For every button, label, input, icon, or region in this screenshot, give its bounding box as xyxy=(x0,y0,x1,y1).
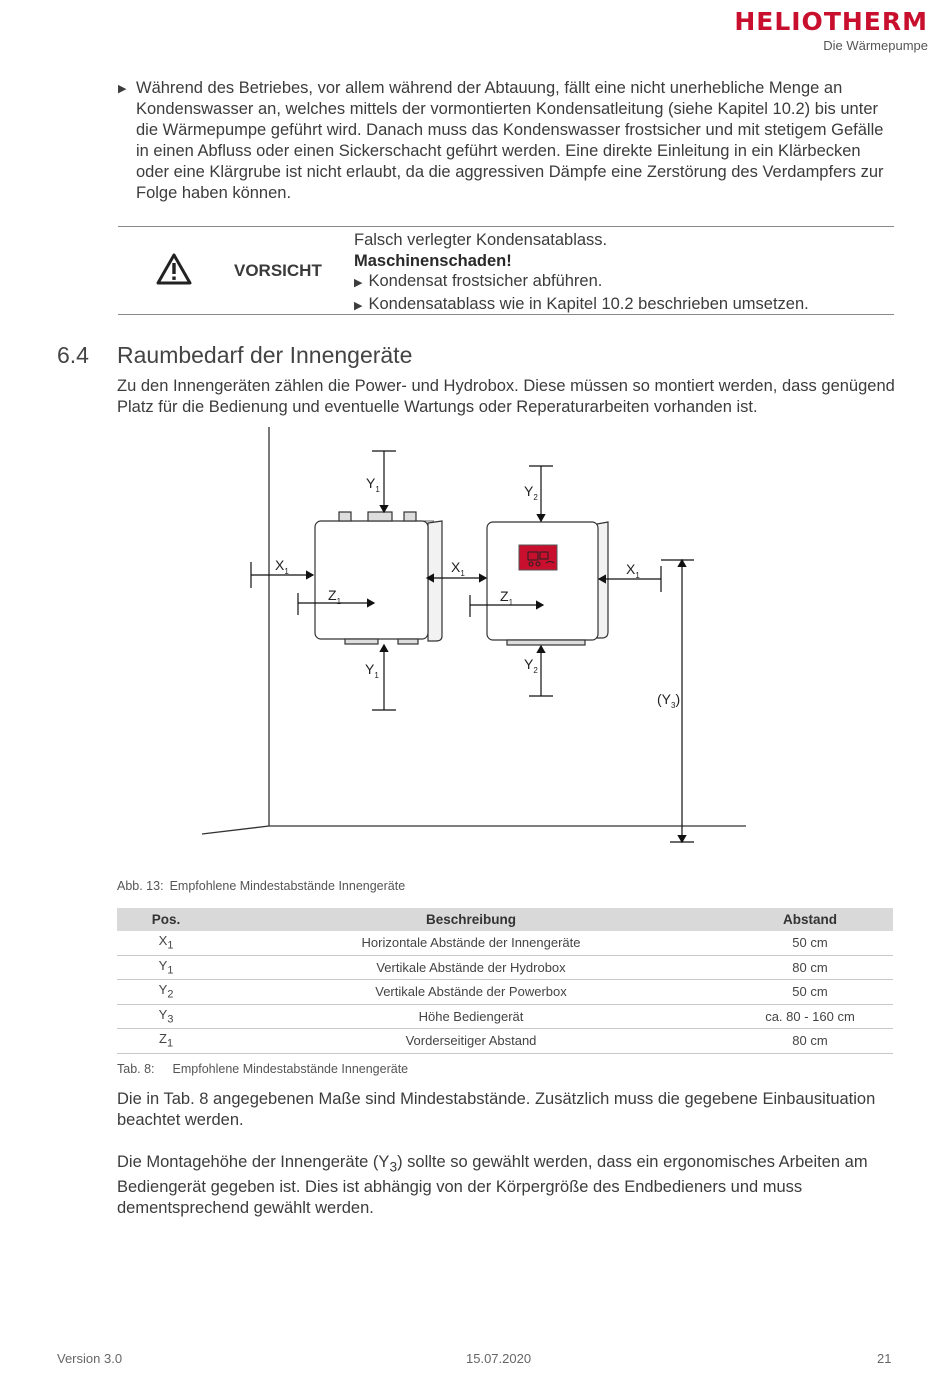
footer-page-number: 21 xyxy=(877,1351,892,1366)
label-y2-bottom: $Y_2$ xyxy=(524,656,538,675)
control-panel xyxy=(519,545,557,570)
section-intro: Zu den Innengeräten zählen die Power- und Hydrobox. Diese müssen so montiert werden, dass genügend Platz für die Bedienung und eventuelle Wartungs oder Reperaturarbeiten vorhanden ist. xyxy=(117,377,895,416)
label-z1-right: $Z_1$ xyxy=(500,588,514,607)
cell-distance: 80 cm xyxy=(727,955,893,980)
cell-pos: $Y_2$ xyxy=(117,980,215,1005)
table-row xyxy=(117,1029,893,1054)
spacing-diagram xyxy=(0,420,950,870)
hydrobox-unit xyxy=(315,512,442,644)
cell-description: Horizontale Abstände der Innengeräte xyxy=(215,931,727,955)
header-pos: Pos. xyxy=(117,908,215,931)
caution-text xyxy=(354,230,809,316)
warning-triangle-icon xyxy=(156,253,192,285)
table-row xyxy=(117,980,893,1005)
caution-label: VORSICHT xyxy=(234,261,322,280)
condensate-bullet xyxy=(118,78,898,204)
cell-pos: $Y_1$ xyxy=(117,955,215,980)
table-row xyxy=(117,955,893,980)
label-y1-top: $Y_1$ xyxy=(366,475,380,494)
footer-date: 15.07.2020 xyxy=(466,1351,532,1366)
caution-item: ▶ Kondensatablass wie in Kapitel 10.2 beschrieben umsetzen. xyxy=(354,294,809,313)
logo-tagline: Die Wärmepumpe xyxy=(823,38,928,53)
section-number: 6.4 xyxy=(57,342,89,368)
footer-version: Version 3.0 xyxy=(57,1351,123,1366)
label-y1-bottom: $Y_1$ xyxy=(365,661,379,680)
brand-logo xyxy=(734,8,928,53)
powerbox-unit xyxy=(487,522,608,645)
cell-pos: $X_1$ xyxy=(117,931,215,955)
header-description: Beschreibung xyxy=(215,908,727,931)
room-lines xyxy=(202,427,746,834)
bullet-triangle-icon: ▶ xyxy=(354,277,363,289)
section-title: Raumbedarf der Innengeräte xyxy=(117,342,413,368)
dimension-labels xyxy=(275,475,680,710)
cell-description: Höhe Bediengerät xyxy=(215,1004,727,1029)
table-caption: Tab. 8: Empfohlene Mindestabstände Innengeräte xyxy=(117,1062,409,1076)
caution-cause: Falsch verlegter Kondensatablass. xyxy=(354,231,608,249)
label-x1-mid: $X_1$ xyxy=(451,559,465,578)
figure-caption: Abb. 13: Empfohlene Mindestabstände Innengeräte xyxy=(117,879,406,893)
table-row xyxy=(117,1004,893,1029)
table-row xyxy=(117,931,893,955)
cell-description: Vertikale Abstände der Powerbox xyxy=(215,980,727,1005)
bullet-triangle-icon: ▶ xyxy=(118,83,127,95)
label-y2-top: $Y_2$ xyxy=(524,483,538,502)
cell-description: Vorderseitiger Abstand xyxy=(215,1029,727,1054)
label-z1-left: $Z_1$ xyxy=(328,587,342,606)
label-y3: $(Y_3)$ xyxy=(657,691,681,710)
cell-description: Vertikale Abstände der Hydrobox xyxy=(215,955,727,980)
caution-item: ▶ Kondensat frostsicher abführen. xyxy=(354,272,603,290)
caution-box xyxy=(118,226,894,315)
logo-wordmark: HELIOTHERM xyxy=(734,7,928,36)
table-header-row xyxy=(117,908,893,931)
bullet-triangle-icon: ▶ xyxy=(354,299,363,312)
cell-distance: ca. 80 - 160 cm xyxy=(727,1004,893,1029)
spacing-table xyxy=(117,908,893,1054)
cell-pos: $Z_1$ xyxy=(117,1029,215,1054)
label-x1-right: $X_1$ xyxy=(626,561,640,580)
cell-distance: 50 cm xyxy=(727,980,893,1005)
header-distance: Abstand xyxy=(727,908,893,931)
cell-distance: 80 cm xyxy=(727,1029,893,1054)
condensate-text: Während des Betriebes, vor allem während der Abtauung, fällt eine nicht unerhebliche Menge an Kondenswasser an, welches mittels der vormontierten Kondensatleitung (siehe Kapitel 10.2) bis unter die Wärmepumpe geführt wird. Danach muss das Kondenswasser frostsicher und mit stetigem Gefälle in einen Abfluss oder einen Sickerschacht geführt werden. Eine direkte Einleitung in ein Klärbecken oder eine Klärgrube ist nicht erlaubt, da die aggressiven Dämpfe eine Zerstörung des Verdampfers zur Folge haben können. xyxy=(136,79,884,202)
dimension-lines xyxy=(251,451,694,842)
mounting-height-note: Die Montagehöhe der Innengeräte $(Y_3)$ sollte so gewählt werden, dass ein ergonomisches Arbeiten am Bediengerät gegeben ist. Dies ist abhängig von der Körpergröße des Endbedieners und muss dementsprechend gewählt werden. xyxy=(117,1153,868,1218)
minimum-distances-note: Die in Tab. 8 angegebenen Maße sind Mindestabstände. Zusätzlich muss die gegebene Einbausituation beachtet werden. xyxy=(117,1090,876,1129)
label-x1-left: $X_1$ xyxy=(275,557,289,576)
cell-pos: $Y_3$ xyxy=(117,1004,215,1029)
caution-consequence: Maschinenschaden! xyxy=(354,251,512,270)
cell-distance: 50 cm xyxy=(727,931,893,955)
